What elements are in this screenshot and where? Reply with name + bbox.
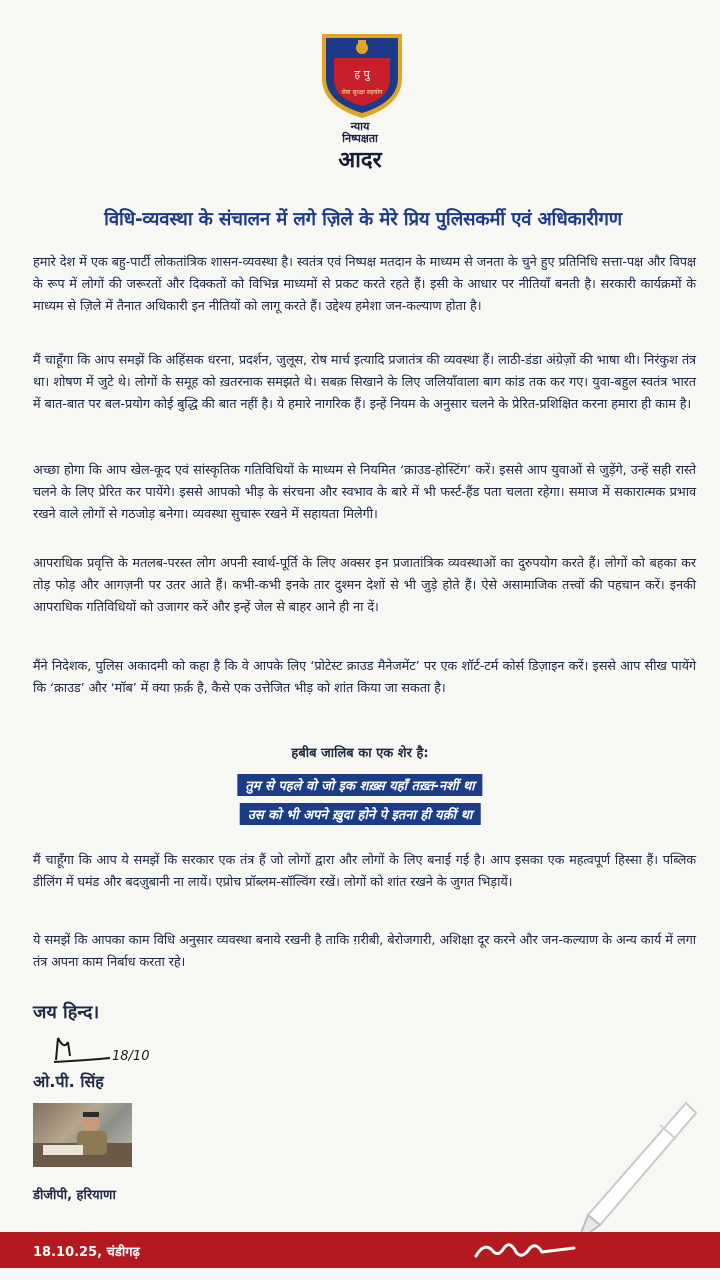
signer-designation: डीजीपी, हरियाणा	[33, 1188, 116, 1203]
badge-motto: सेवा सुरक्षा सहयोग	[341, 89, 383, 96]
sher-intro: हबीब जालिब का एक शेर है:	[291, 746, 429, 761]
signature-date: 18/10	[112, 1049, 150, 1064]
sher-line-1: तुम से पहले वो जो इक शख़्स यहाँ तख़्त-नशीं था	[237, 774, 482, 796]
paragraph-6: मैं चाहूँगा कि आप ये समझें कि सरकार एक तंत्र हैं जो लोगों द्वारा और लोगों के लिए बनाई गई है। आप इसका एक महत्वपूर्ण हिस्सा हैं। पब्लिक डीलिंग में घमंड और बदज़ुबानी ना लायें। एप्रोच प्रॉब्लम-सॉल्विंग रखें। लोगों को शांत रखने के जुगत भिड़ायें।	[33, 853, 696, 890]
pen-icon	[560, 1095, 700, 1245]
signer-name: ओ.पी. सिंह	[33, 1072, 104, 1091]
scribble-icon	[470, 1236, 580, 1264]
paragraph-1: हमारे देश में एक बहु-पार्टी लोकतांत्रिक शासन-व्यवस्था है। स्वतंत्र एवं निष्पक्ष मतदान के माध्यम से जनता के चुने हुए प्रतिनिधि सत्ता-पक्ष और विपक्ष के रूप में लोगों की जरूरतों और दिक्कतों को विभिन्न माध्यमों से प्रकट करते रहते हैं। इसी के आधार पर नीतियाँ बनती है। सरकारी कार्यक्रमों के माध्यम से ज़िले में तैनात अधिकारी इन नीतियों को लागू करते हैं। उद्देश्य हमेशा जन-कल्याण होता है।	[33, 255, 696, 314]
badge-letters: ह पु	[354, 68, 370, 81]
footer-bar	[0, 1232, 720, 1268]
signature	[50, 1030, 150, 1072]
footer-date-place: 18.10.25, चंडीगढ़	[33, 1245, 140, 1260]
paragraph-7: ये समझें कि आपका काम विधि अनुसार व्यवस्था बनाये रखनी है ताकि ग़रीबी, बेरोजगारी, अशिक्षा दूर करने और जन-कल्याण के अन्य कार्य में लगा तंत्र अपना काम निर्बाध करता रहे।	[33, 933, 696, 970]
officer-photo	[33, 1103, 132, 1167]
paragraph-3: अच्छा होगा कि आप खेल-कूद एवं सांस्कृतिक गतिविधियों के माध्यम से नियमित ‘क्राउड-होस्टिंग’ करें। इससे आप युवाओं से जुड़ेंगे, उन्हें सही रास्ते चलने के लिए प्रेरित कर पायेंगे। इससे आपको भीड़ के संरचना और स्वभाव के बारे में भी फर्स्ट-हैंड पता चलता रहेगा। समाज में सकारात्मक प्रभाव रखने वाले लोगों से गठजोड़ बनेगा। व्यवस्था सुचारू रखने में सहायता मिलेगी।	[33, 463, 696, 522]
letter-heading: विधि-व्यवस्था के संचालन में लगे ज़िले के मेरे प्रिय पुलिसकर्मी एवं अधिकारीगण	[104, 209, 622, 230]
closing-salutation: जय हिन्द।	[33, 1002, 100, 1023]
haryana-police-badge-icon	[312, 26, 412, 122]
sher-line-2: उस को भी अपने ख़ुदा होने पे इतना ही यक़ीं था	[240, 803, 481, 825]
paragraph-4: आपराधिक प्रवृत्ति के मतलब-परस्त लोग अपनी स्वार्थ-पूर्ति के लिए अक्सर इन प्रजातांत्रिक व्यवस्थाओं का दुरुपयोग करते हैं। लोगों को बहका कर तोड़ फोड़ और आगज़नी पर उतर आते हैं। कभी-कभी इनके तार दुश्मन देशों से भी जुड़े होते हैं। ऐसे असामाजिक तत्त्वों की पहचान करें। इनकी आपराधिक गतिविधियों को उजागर करें और इन्हें जेल से बाहर आने ही ना दें।	[33, 556, 696, 615]
motto-line2: निष्पक्षता	[342, 132, 378, 145]
paragraph-5: मैंने निदेशक, पुलिस अकादमी को कहा है कि वे आपके लिए ‘प्रोटेस्ट क्राउड मैनेजमेंट’ पर एक शॉर्ट-टर्म कोर्स डिज़ाइन करें। इससे आप सीख पायेंगे कि ‘क्राउड’ और ‘मॉब’ में क्या फ़र्क़ है, कैसे एक उत्तेजित भीड़ को शांत किया जा सकता है।	[33, 659, 696, 696]
paragraph-2: मैं चाहूँगा कि आप समझें कि अहिंसक धरना, प्रदर्शन, जुलूस, रोष मार्च इत्यादि प्रजातंत्र की व्यवस्था हैं। लाठी-डंडा अंग्रेज़ों की भाषा थी। निरंकुश तंत्र था। शोषण में जुटे थे। लोगों के समूह को ख़तरनाक समझते थे। सबक़ सिखाने के लिए जलियाँवाला बाग कांड तक कर गए। युवा-बहुल स्वतंत्र भारत में बात-बात पर बल-प्रयोग कोई बुद्धि की बात नहीं है। ये हमारे नागरिक हैं। इन्हें नियम के अनुसार चलने के प्रेरित-प्रशिक्षित करना हमारा ही काम है।	[33, 353, 696, 412]
motto-line1: न्याय	[350, 120, 370, 133]
motto-main: आदर	[338, 148, 382, 173]
